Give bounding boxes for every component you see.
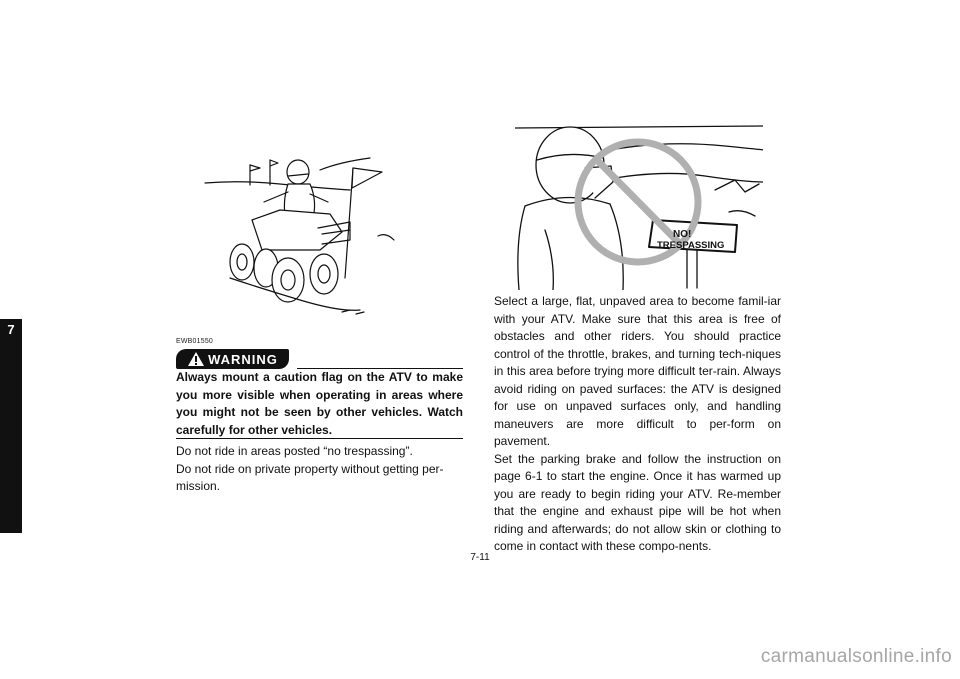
watermark: carmanualsonline.info: [760, 646, 952, 667]
warning-triangle-icon: [187, 351, 205, 367]
sign-trespassing: TRESPASSING: [657, 240, 725, 251]
warning-label: WARNING: [208, 351, 278, 367]
paragraph: Do not ride on private property without getting per-mission.: [176, 461, 444, 494]
paragraph: Do not ride in areas posted “no trespassing”.: [176, 444, 413, 458]
chapter-tab: [0, 319, 22, 533]
no-trespassing-illustration: [515, 120, 763, 290]
paragraph: Select a large, flat, unpaved area to become famil-iar with your ATV. Make sure that this area is free of obstacles and other riders. You should practice control of the throttle, brakes, and turning tech-niques in this area before trying more difficult ter-rain. Always avoid riding on paved surfaces: the ATV is designed for use on unpaved surfaces only, and handling maneuvers are more difficult to per-form on pavement.: [494, 294, 781, 448]
warning-text: Always mount a caution flag on the ATV to make you more visible when operating in areas where you might not be seen by other vehicles. Watch carefully for other vehicles.: [176, 370, 463, 437]
warning-badge: [176, 349, 289, 369]
warning-code: EWB01550: [176, 338, 214, 345]
sign-no: NO!: [673, 229, 692, 240]
page-number: 7-11: [470, 552, 490, 563]
atv-flag-illustration: [200, 150, 400, 320]
left-column-text: [176, 443, 463, 496]
warning-rule-bottom: [176, 438, 463, 439]
right-column-text: [494, 293, 781, 556]
chapter-number: 7: [7, 322, 15, 337]
paragraph: Set the parking brake and follow the instruction on page 6-1 to start the engine. Once it has warmed up you are ready to begin riding your ATV. Re-member that the engine and exhaust pipe will be hot when riding and afterwards; do not allow skin or clothing to come in contact with these compo-nents.: [494, 451, 781, 553]
